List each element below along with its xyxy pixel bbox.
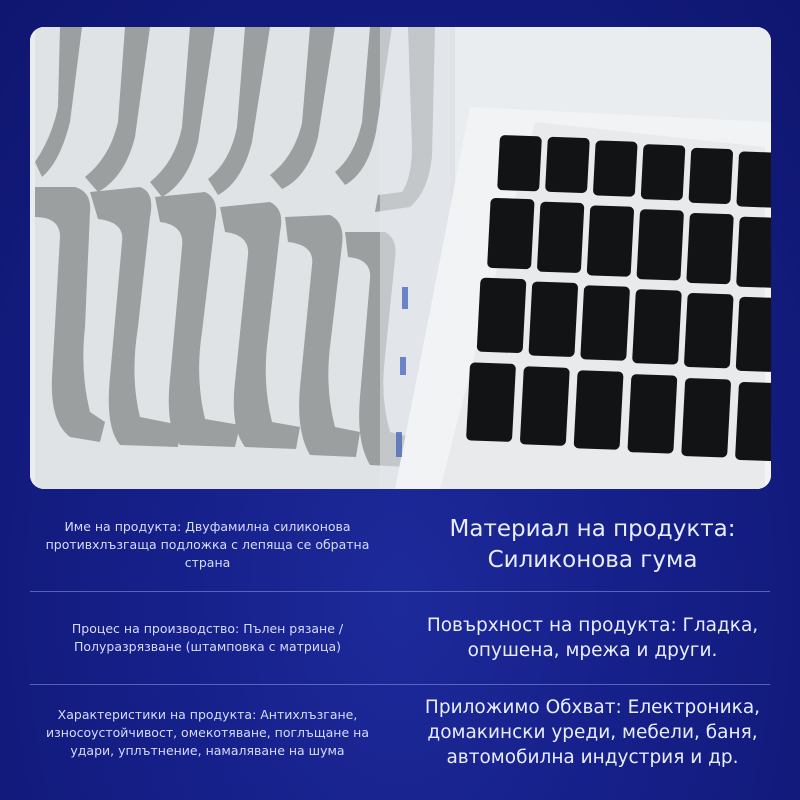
product-illustration	[30, 27, 771, 489]
spec-surface: Повърхност на продукта: Гладка, опушена, мрежа и други.	[426, 614, 759, 661]
spec-grid	[30, 500, 770, 790]
spec-features: Характеристики на продукта: Антихлъзгане, износоустойчивост, омекотяване, поглъщане на удари, уплътнение, намаляване на шума	[46, 706, 369, 758]
product-photo	[30, 27, 771, 489]
spec-material: Материал на продукта: Силиконова гума	[449, 516, 736, 573]
spec-product-name: Име на продукта: Двуфамилна силиконова противхлъзгаща подложка с лепяща се обратна страна	[45, 519, 370, 570]
spec-scope: Приложимо Обхват: Електроника, домакински уреди, мебели, баня, автомобилна индустрия и др.	[424, 697, 761, 768]
row-divider	[30, 591, 770, 592]
black-pads	[465, 134, 771, 461]
spec-process: Процес на производство: Пълен рязане / Полуразрязване (штамповка с матрица)	[71, 620, 344, 654]
